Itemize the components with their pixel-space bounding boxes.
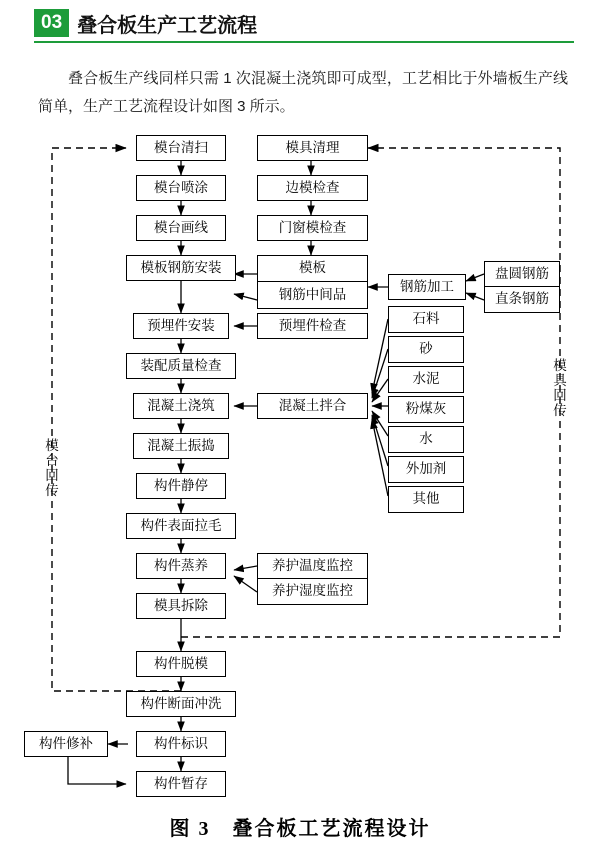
flow-node[interactable]: 构件标识 [136,731,226,757]
flow-node-material[interactable]: 砂 [388,336,464,363]
loop-label-right: 模具回传 [553,358,567,418]
section-number: 03 [34,9,69,37]
figure-caption: 图 3 叠合板工艺流程设计 [169,818,431,840]
flow-node-material[interactable]: 粉煤灰 [388,396,464,423]
flow-node[interactable]: 模台喷涂 [136,175,226,201]
flow-node[interactable]: 养护温度监控 [257,553,368,579]
flow-node[interactable]: 构件暂存 [136,771,226,797]
header-divider [34,41,574,43]
flow-node[interactable]: 边模检查 [257,175,368,201]
flow-node[interactable]: 装配质量检查 [126,353,236,379]
flow-node[interactable]: 构件表面拉毛 [126,513,236,539]
flow-node[interactable]: 模板 [257,255,368,282]
flowchart [0,118,600,808]
flow-node-material[interactable]: 其他 [388,486,464,513]
flow-node[interactable]: 模具拆除 [136,593,226,619]
flow-node[interactable]: 模具清理 [257,135,368,161]
flow-node[interactable]: 构件断面冲洗 [126,691,236,717]
flow-node-material[interactable]: 水泥 [388,366,464,393]
flow-node-material[interactable]: 石料 [388,306,464,333]
flow-node-material[interactable]: 外加剂 [388,456,464,483]
flow-node-rebar-processing[interactable]: 钢筋加工 [388,274,466,300]
flow-node[interactable]: 门窗模检查 [257,215,368,241]
flow-node[interactable]: 预埋件安装 [133,313,229,339]
flow-node[interactable]: 养护湿度监控 [257,579,368,605]
flow-node[interactable]: 构件静停 [136,473,226,499]
flow-node[interactable]: 混凝土振捣 [133,433,229,459]
flow-node-rebar-source[interactable]: 直条钢筋 [484,287,560,313]
flow-node-rebar-source[interactable]: 盘圆钢筋 [484,261,560,287]
flow-node[interactable]: 钢筋中间品 [257,282,368,309]
flow-node[interactable]: 构件脱模 [136,651,226,677]
flow-node[interactable]: 模台清扫 [136,135,226,161]
loop-label-left: 模台回传 [45,438,59,498]
flow-node[interactable]: 模台画线 [136,215,226,241]
flow-node-repair[interactable]: 构件修补 [24,731,108,757]
flow-node[interactable]: 混凝土拌合 [257,393,368,419]
section-header [34,6,574,40]
flow-node[interactable]: 模板钢筋安装 [126,255,236,281]
flow-node[interactable]: 预埋件检查 [257,313,368,339]
flow-node-material[interactable]: 水 [388,426,464,453]
page-title: 叠合板生产工艺流程 [77,14,258,37]
flow-node[interactable]: 混凝土浇筑 [133,393,229,419]
body-paragraph: 叠合板生产线同样只需 1 次混凝土浇筑即可成型，工艺相比于外墙板生产线简单，生产工艺流程设计如图 3 所示。 [38,70,568,115]
flow-node[interactable]: 构件蒸养 [136,553,226,579]
